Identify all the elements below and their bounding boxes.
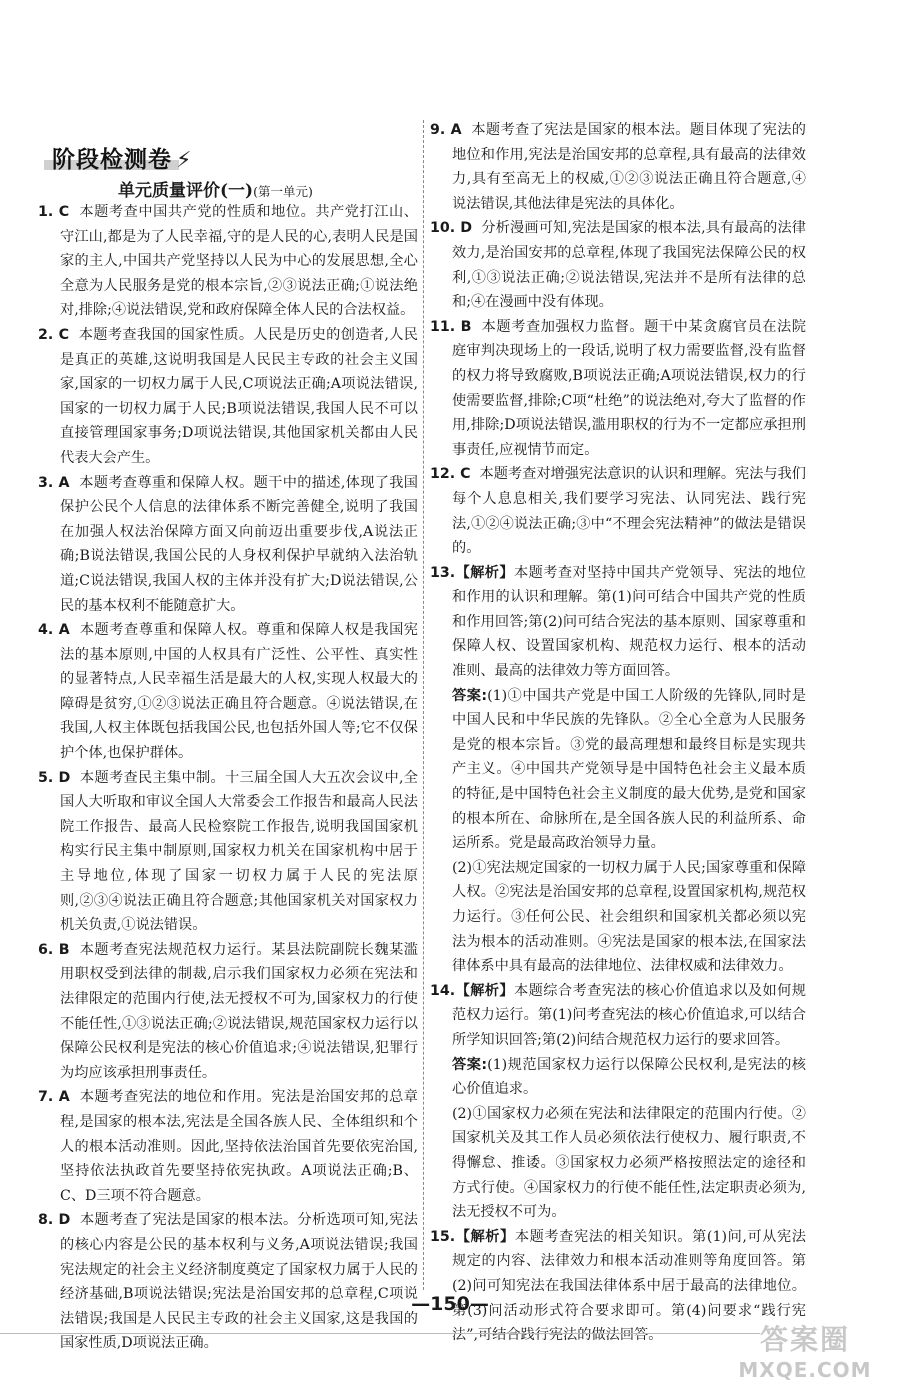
answer-item [38,618,418,766]
item-text: 分析漫画可知,宪法是国家的根本法,具有最高的法律效力,是治国安邦的总章程,体现了我国宪法保障公民的权利,①③说法正确;②说法错误,宪法并不是所有法律的总和;④在漫画中没有体现。 [452,220,806,311]
answer-item [430,216,806,314]
item-text: 本题考查民主集中制。十三届全国人大五次会议中,全国人大听取和审议全国人大常委会工作报告和最高人民法院工作报告、最高人民检察院工作报告,说明我国国家机构实行民主集中制原则,国家权力机关在国家机构中居于主导地位,体现了国家一切权力属于人民的宪法原则,②③④说法正确且符合题意;其他国家机关对国家权力机关负责,①说法错误。 [60,769,418,934]
answer-item [430,118,806,216]
item-text: 本题考查宪法规范权力运行。某县法院副院长魏某滥用职权受到法律的制裁,启示我们国家权力必须在宪法和法律限定的范围内行使,法无授权不可为,国家权力的行使不能任性,①③说法正确;②说法错误,规范国家权力运行以保障公民权利是宪法的核心价值追求;④说法错误,犯罪行为均应该承担刑事责任。 [60,941,418,1081]
answer-text: (1)①中国共产党是中国工人阶级的先锋队,同时是中国人民和中华民族的先锋队。②全心全意为人民服务是党的根本宗旨。③党的最高理想和最终目标是实现共产主义。④中国共产党领导是中国特色社会主义最本质的特征,是中国特色社会主义制度的最大优势,是党和国家的根本所在、命脉所在,是全国各族人民的利益所系、命运所系。党是最高政治领导力量。 [452,687,806,852]
bottom-rule [0,1333,760,1334]
item-text: 本题考查中国共产党的性质和地位。共产党打江山、守江山,都是为了人民幸福,守的是人民的心,表明人民是国家的主人,中国共产党坚持以人民为中心的发展思想,全心全意为人民服务是党的根本宗旨,②③说法正确;①说法绝对,排除;④说法错误,党和政府保障全体人民的合法权益。 [60,204,418,319]
item-text: 本题考查宪法的地位和作用。宪法是治国安邦的总章程,是国家的根本法,宪法是全国各族人民、全体组织和个人的根本活动准则。因此,坚持依法治国首先要依宪治国,坚持依法执政首先要坚持依宪执政。A项说法正确;B、C、D三项不符合题意。 [60,1089,418,1204]
question-14 [430,979,806,1053]
item-number: 10. D [430,220,473,237]
item-number: 7. A [38,1089,70,1106]
item-text: 本题考查我国的国家性质。人民是历史的创造者,人民是真正的英雄,这说明我国是人民民主专政的社会主义国家,国家的一切权力属于人民,C项说法正确;A项说法错误,国家的一切权力属于人民;B项说法错误,我国人民不可以直接管理国家事务;D项说法错误,其他国家机关都由人民代表大会产生。 [60,326,418,466]
answer-item [430,462,806,560]
item-number: 2. C [38,326,69,343]
answer-item [430,315,806,463]
answer-item [38,766,418,938]
answer-item [38,1085,418,1208]
item-text: 本题考查尊重和保障人权。尊重和保障人权是我国宪法的基本原则,中国的人权具有广泛性、公平性、真实性的显著特点,人民幸福生活是最大的人权,实现人权最大的障碍是贫穷,①②③说法正确且符合题意。④说法错误,在我国,人权主体既包括我国公民,也包括外国人等;它不仅保护个体,也保护群体。 [60,622,418,762]
answer-label: 答案: [452,687,488,704]
answer-item [38,471,418,619]
item-number: 14. [430,982,456,999]
answer-item [38,200,418,323]
section-title-text: 阶段检测卷 [52,147,172,173]
analysis-tag: 【解析】 [455,982,515,999]
watermark-text: MXQE.COM [738,1358,872,1382]
watermark [730,1318,880,1380]
item-text: 本题考查尊重和保障人权。题干中的描述,体现了我国保护公民个人信息的法律体系不断完善健全,说明了我国在加强人权法治保障方面又向前迈出重要步伐,A说法正确;B说法错误,我国公民的人身权利保护早就纳入法治轨道;C说法错误,我国人权的主体并没有扩大;D说法错误,公民的基本权利不能随意扩大。 [60,474,418,614]
item-text: 本题考查了宪法是国家的根本法。题目体现了宪法的地位和作用,宪法是治国安邦的总章程,具有最高的法律效力,具有至高无上的权威,①②③说法正确且符合题意,④说法错误,其他法律是宪法的具体化。 [452,122,806,212]
item-number: 8. D [38,1212,71,1229]
item-text: 本题考查了宪法是国家的根本法。分析选项可知,宪法的核心内容是公民的基本权利与义务,A项说法错误;我国宪法规定的社会主义经济制度奠定了国家权力属于人民的经济基础,B项说法错误;宪法是治国安邦的总章程,C项说法错误;我国是人民民主专政的社会主义国家,这是我国的国家性质,D项说法正确。 [60,1212,418,1352]
column-divider [423,120,424,1290]
answer-item [38,323,418,471]
answer-item [38,938,418,1086]
unit-subtitle [118,176,313,201]
item-text: 本题考查加强权力监督。题干中某贪腐官员在法院庭审判决现场上的一段话,说明了权力需要监督,没有监督的权力将导致腐败,B项说法正确;A项说法错误,权力的行使需要监督,排除;C项“杜绝”的说法绝对,夸大了监督的作用,排除;D项说法错误,滥用职权的行为不一定都应承担刑事责任,应视情节而定。 [452,318,806,458]
analysis-text: 本题考查宪法的相关知识。第(1)问,可从宪法规定的内容、法律效力和根本活动准则等角度回答。第(2)问可知宪法在我国法律体系中居于最高的法律地位。第(3)问活动形式符合要求即可。第(4)问要求“践行宪法”,可结合践行宪法的做法回答。 [452,1228,806,1344]
item-number: 11. B [430,318,472,335]
item-number: 6. B [38,941,70,958]
item-text: 本题考查对增强宪法意识的认识和理解。宪法与我们每个人息息相关,我们要学习宪法、认同宪法、践行宪法,①②④说法正确;③中“不理会宪法精神”的做法是错误的。 [452,466,806,557]
item-number: 9. A [430,122,462,138]
item-number: 12. C [430,466,471,483]
analysis-text: 本题考查对坚持中国共产党领导、宪法的地位和作用的认识和理解。第(1)问可结合中国共产党的性质和作用回答;第(2)问可结合宪法的基本原则、国家尊重和保障人权、设置国家机构、规范权力运行、根本的活动准则、最高的法律效力等方面回答。 [452,564,806,680]
watermark-logo-icon: 答案圈 [759,1323,850,1356]
page-number: —150— [411,1293,489,1315]
answer-text: (1)规范国家权力运行以保障公民权利,是宪法的核心价值追求。 [452,1056,806,1098]
left-answer-list [38,200,418,1356]
q13-answer-2 [430,856,806,979]
item-number: 3. A [38,474,70,491]
analysis-tag: 【解析】 [455,564,515,581]
answer-text: (2)①宪法规定国家的一切权力属于人民;国家尊重和保障人权。②宪法是治国安邦的总章程,设置国家机构,规范权力运行。③任何公民、社会组织和国家机关都必须以宪法为根本的活动准则。④宪法是国家的根本法,在国家法律体系中具有最高的法律地位、法律权威和法律效力。 [452,859,806,975]
lightning-icon: ⚡ [176,148,193,173]
analysis-tag: 【解析】 [455,1228,515,1245]
subtitle-note: (第一单元) [253,184,313,199]
answer-text: (2)①国家权力必须在宪法和法律限定的范围内行使。②国家机关及其工作人员必须依法行使权力、履行职责,不得懈怠、推诿。③国家权力必须严格按照法定的途径和方式行使。④国家权力的行使不能任性,法定职责必须为,法无授权不可为。 [452,1105,806,1221]
question-13 [430,561,806,684]
q13-answer-1 [430,684,806,856]
item-number: 1. C [38,204,70,220]
item-number: 5. D [38,769,71,786]
analysis-text: 本题综合考查宪法的核心价值追求以及如何规范权力运行。第(1)问考查宪法的核心价值追求,可以结合所学知识回答;第(2)问结合规范权力运行的要求回答。 [452,982,806,1048]
item-number: 13. [430,564,456,581]
right-column [430,118,806,1348]
q14-answer-1 [430,1053,806,1102]
item-number: 4. A [38,622,70,639]
item-number: 15. [430,1228,456,1245]
q14-answer-2 [430,1102,806,1225]
subtitle-text: 单元质量评价(一) [118,181,254,201]
section-title [52,141,192,174]
answer-label: 答案: [452,1056,488,1073]
